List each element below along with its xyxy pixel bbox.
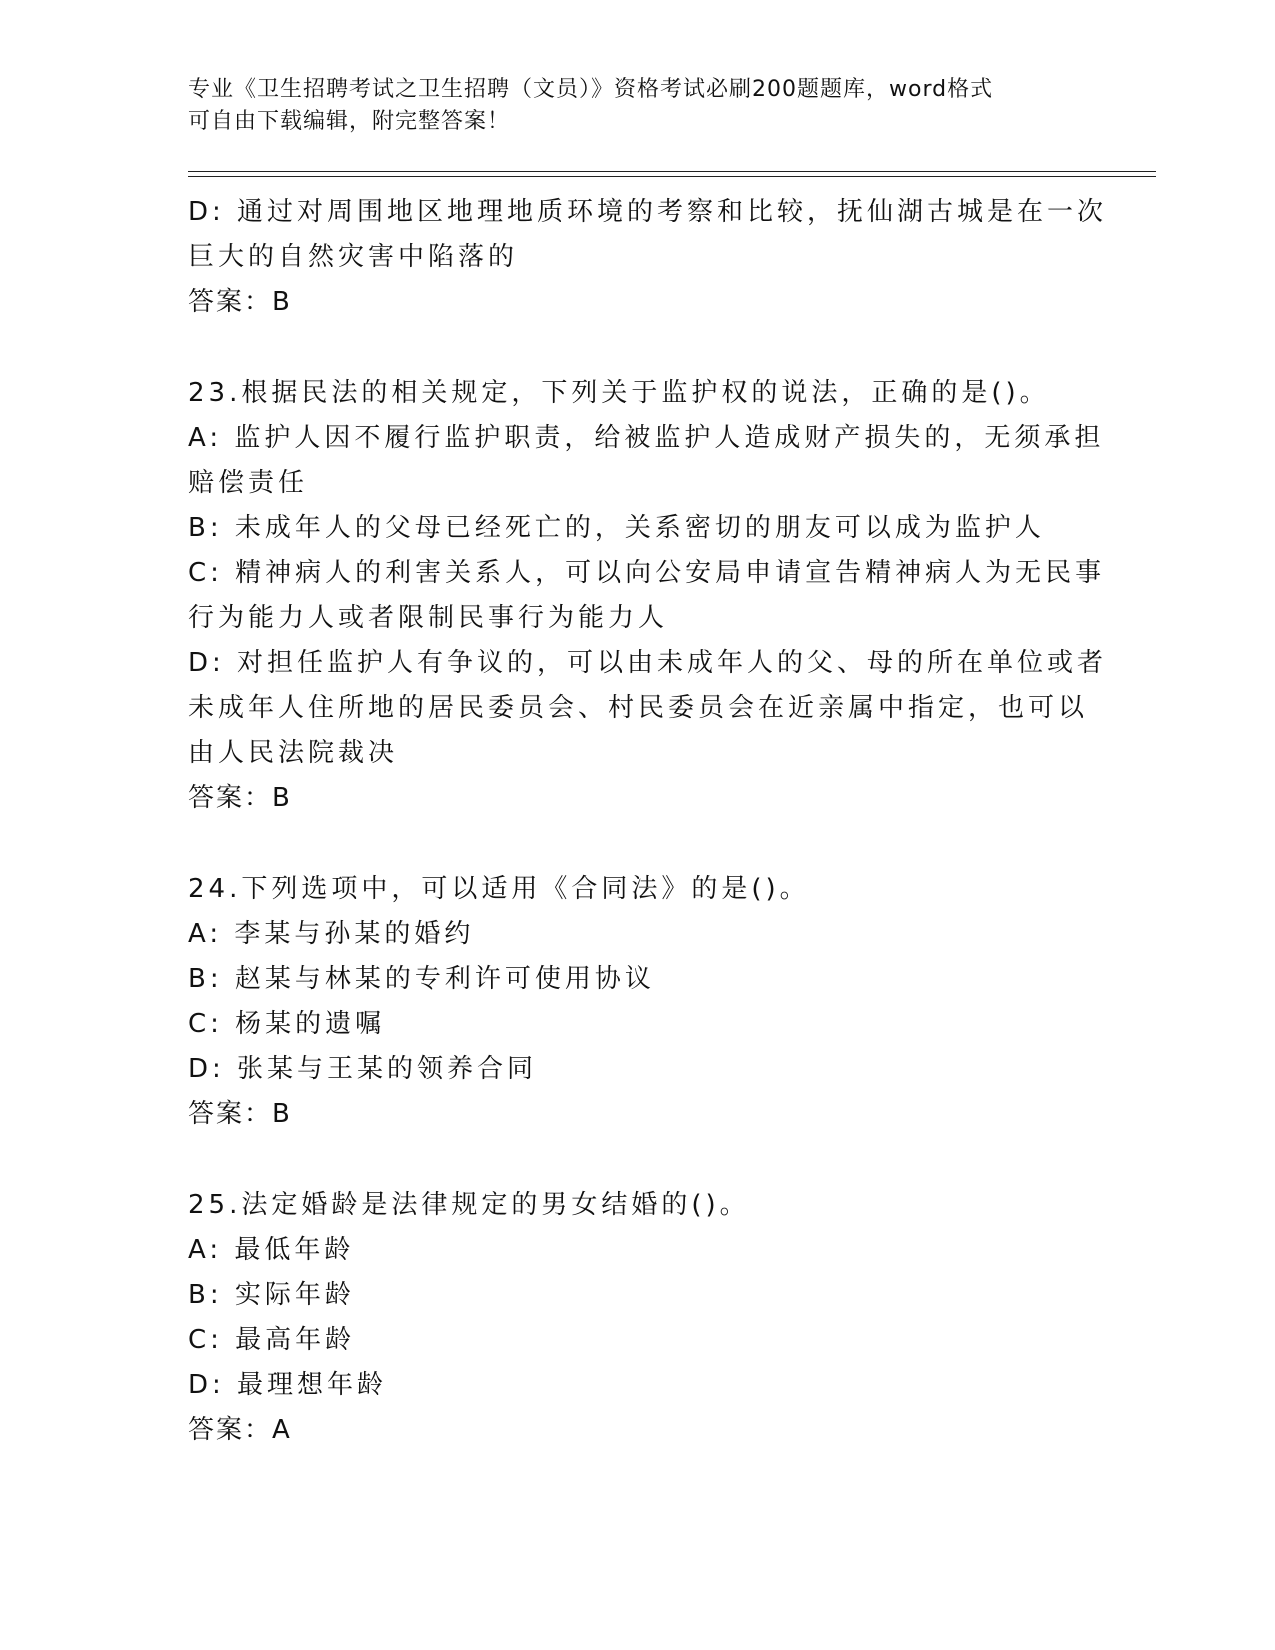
header-line-2: 可自由下载编辑，附完整答案！ <box>188 109 511 134</box>
option-b-line: B: 实际年龄 <box>188 1280 355 1310</box>
document-body <box>188 190 1108 1453</box>
header-rule-top <box>188 171 1156 172</box>
question-stem: 23.根据民法的相关规定，下列关于监护权的说法，正确的是()。 <box>188 378 1050 408</box>
question-stem: 24.下列选项中，可以适用《合同法》的是()。 <box>188 874 810 904</box>
option-a-line: A: 最低年龄 <box>188 1235 355 1265</box>
option-c-line: C: 精神病人的利害关系人，可以向公安局申请宣告精神病人为无民事 <box>188 558 1106 588</box>
option-d-line: D: 最理想年龄 <box>188 1370 388 1400</box>
option-d-line: 由人民法院裁决 <box>188 738 399 768</box>
answer-line: 答案：B <box>188 783 292 813</box>
option-a-line: A: 李某与孙某的婚约 <box>188 919 475 949</box>
option-d-line: D: 通过对周围地区地理地质环境的考察和比较，抚仙湖古城是在一次 <box>188 197 1108 227</box>
answer-line: 答案：B <box>188 287 292 317</box>
answer-line: 答案：A <box>188 1415 292 1445</box>
option-c-line: C: 杨某的遗嘱 <box>188 1009 386 1039</box>
option-b-line: B: 未成年人的父母已经死亡的，关系密切的朋友可以成为监护人 <box>188 513 1045 543</box>
question-22-tail <box>188 190 1108 325</box>
option-b-line: B: 赵某与林某的专利许可使用协议 <box>188 964 655 994</box>
answer-line: 答案：B <box>188 1099 292 1129</box>
question-23 <box>188 371 1108 821</box>
header-rule-bottom <box>188 176 1156 177</box>
option-d-line: D: 对担任监护人有争议的，可以由未成年人的父、母的所在单位或者 <box>188 648 1108 678</box>
option-c-line: 行为能力人或者限制民事行为能力人 <box>188 603 669 633</box>
option-d-line: 未成年人住所地的居民委员会、村民委员会在近亲属中指定，也可以 <box>188 693 1089 723</box>
question-25 <box>188 1183 1088 1453</box>
option-a-line: A: 监护人因不履行监护职责，给被监护人造成财产损失的，无须承担 <box>188 423 1105 453</box>
option-d-line: 巨大的自然灾害中陷落的 <box>188 242 519 272</box>
option-a-line: 赔偿责任 <box>188 468 309 498</box>
header-line-1: 专业《卫生招聘考试之卫生招聘（文员）》资格考试必刷200题题库，word格式 <box>188 77 994 102</box>
option-d-line: D: 张某与王某的领养合同 <box>188 1054 538 1084</box>
option-c-line: C: 最高年龄 <box>188 1325 356 1355</box>
document-header <box>188 74 1068 138</box>
question-stem: 25.法定婚龄是法律规定的男女结婚的()。 <box>188 1190 750 1220</box>
question-24 <box>188 867 1088 1137</box>
